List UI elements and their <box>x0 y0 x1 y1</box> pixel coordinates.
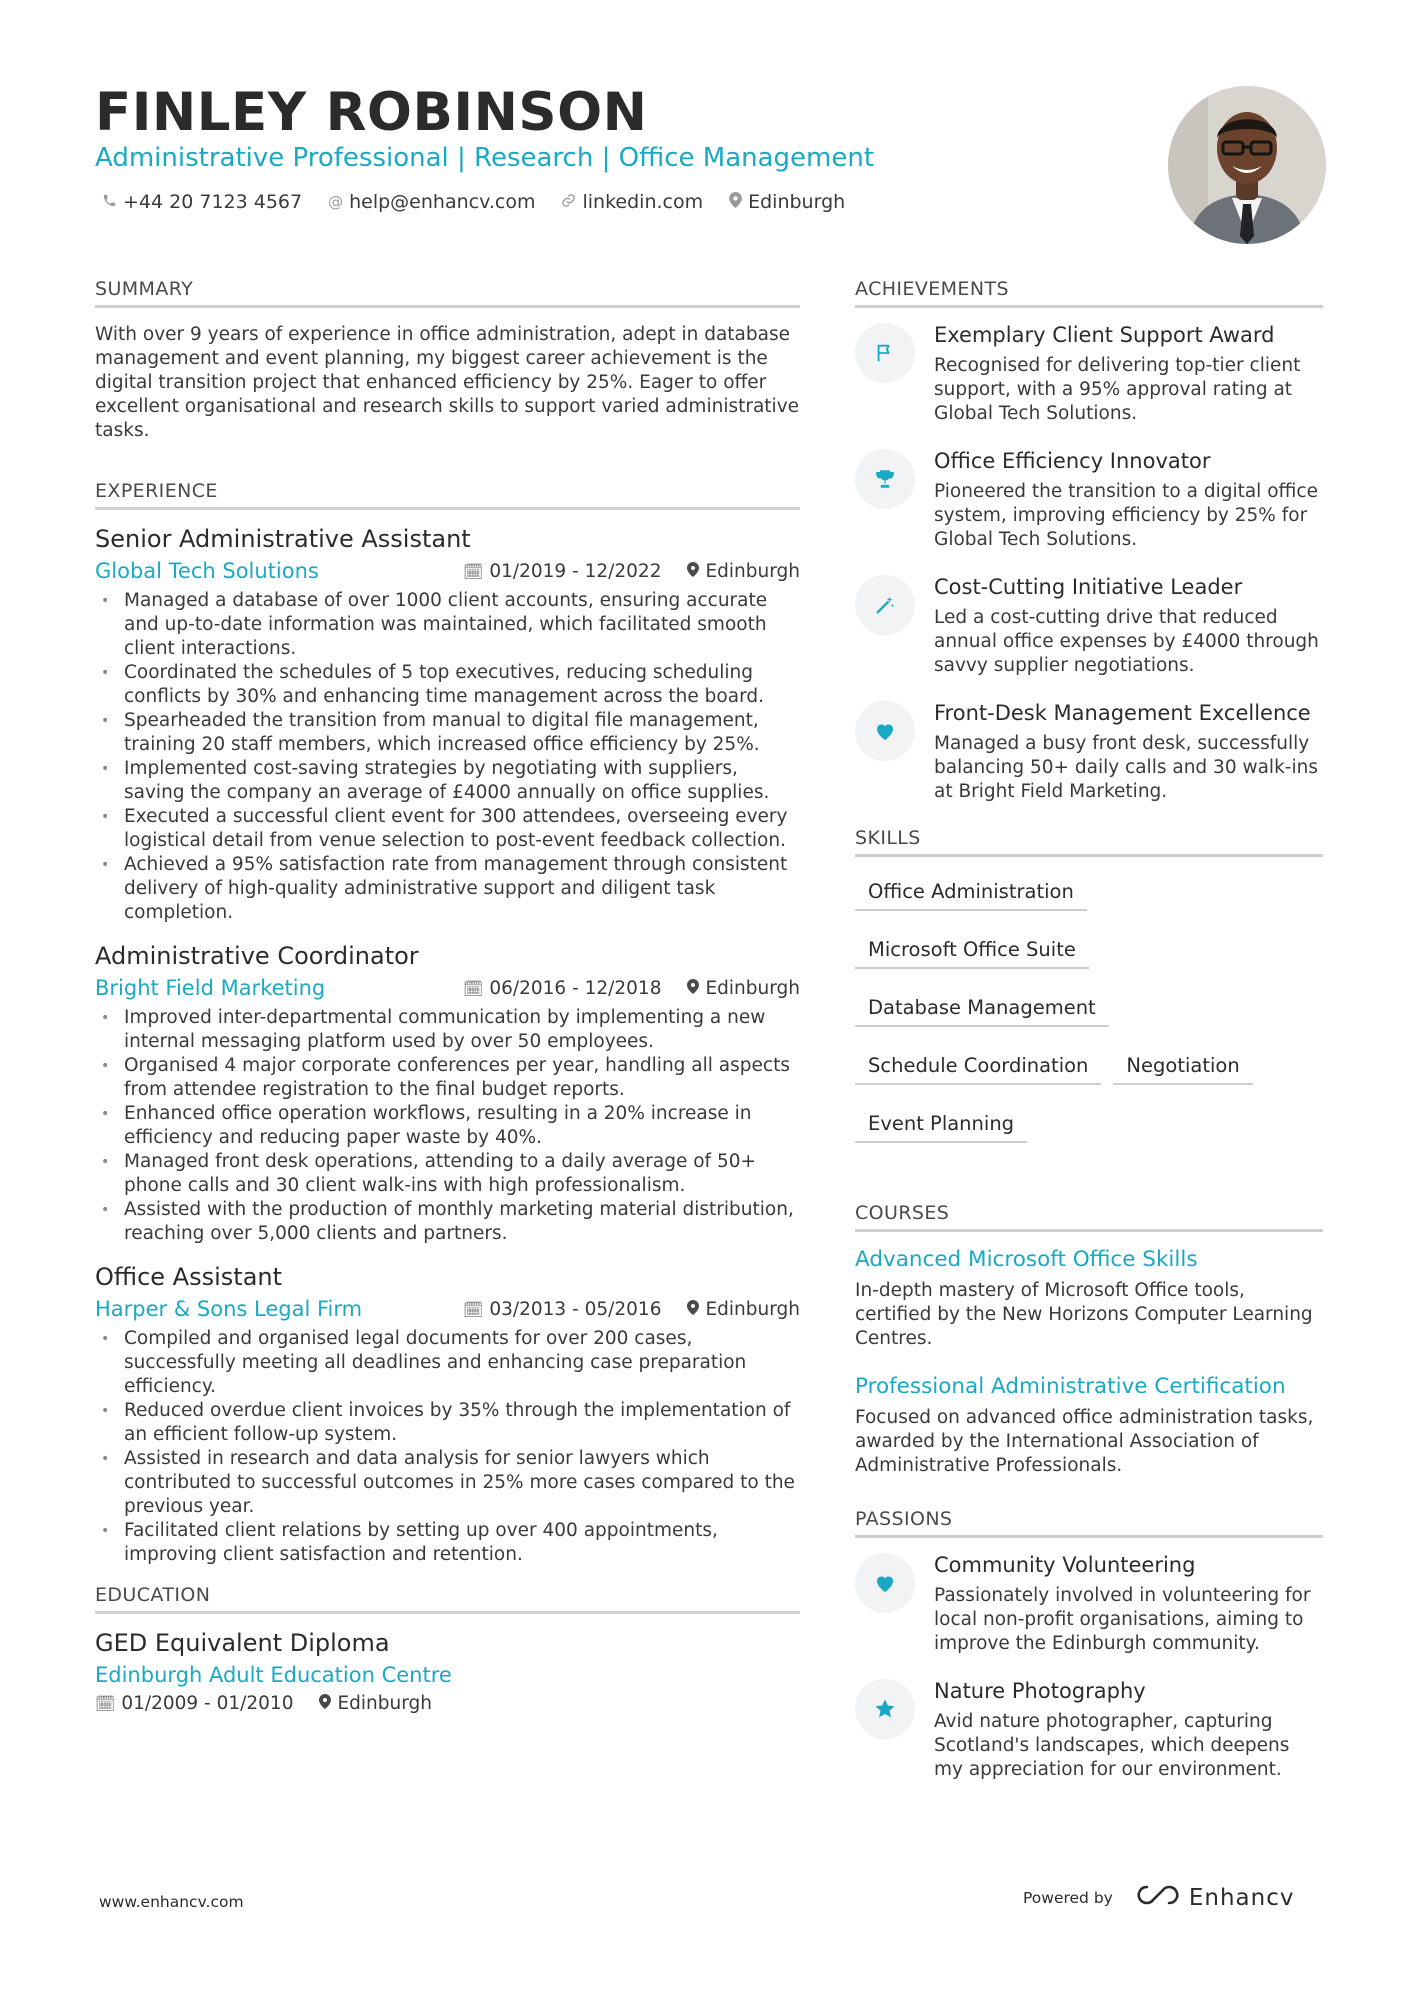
skill-tag: Schedule Coordination <box>855 1046 1101 1085</box>
job-bullets <box>95 1327 800 1567</box>
education-degree: GED Equivalent Diploma <box>95 1629 390 1657</box>
left-column <box>95 278 800 1714</box>
education-school: Edinburgh Adult Education Centre <box>95 1663 452 1687</box>
job-company: Global Tech Solutions <box>95 559 319 583</box>
skill-tag: Negotiation <box>1113 1046 1252 1085</box>
summary-text: With over 9 years of experience in office administration, adept in database management and event planning, my biggest career achievement is the digital transition project that enhanced efficiency by 25%. Eager to offer excellent organisational and research skills to support varied administrative tasks. <box>95 324 800 441</box>
job-dates <box>463 561 661 582</box>
education-heading: EDUCATION <box>95 1584 800 1614</box>
job-bullet: • Achieved a 95% satisfaction rate from management through consistent delivery of high-quality administrative support and diligent task completion. <box>95 853 800 925</box>
contact-email-text: help@enhancv.com <box>349 191 536 213</box>
infinity-logo-icon <box>1135 1883 1181 1913</box>
skill-tag: Office Administration <box>855 872 1087 911</box>
education-location-text: Edinburgh <box>337 1693 432 1714</box>
job-dates <box>463 978 661 999</box>
course-desc: In-depth mastery of Microsoft Office tools, certified by the New Horizons Computer Learning Centres. <box>855 1280 1313 1349</box>
courses-heading: COURSES <box>855 1202 1323 1232</box>
job-bullet: • Facilitated client relations by setting up over 400 appointments, improving client satisfaction and retention. <box>95 1519 800 1567</box>
job-location <box>687 1299 800 1320</box>
passions-item <box>855 1553 1323 1656</box>
job-dates-text: 06/2016 - 12/2018 <box>489 977 662 999</box>
avatar <box>1168 86 1326 244</box>
achievements-item <box>855 449 1323 552</box>
passions-item-body <box>934 1553 1323 1656</box>
job-row <box>95 976 800 1000</box>
map-pin-icon <box>319 1693 331 1714</box>
job-row <box>95 559 800 583</box>
job-meta <box>463 1299 800 1320</box>
job-title: Senior Administrative Assistant <box>95 525 471 553</box>
job-entry <box>95 525 800 925</box>
passions-heading: PASSIONS <box>855 1508 1323 1538</box>
experience-heading: EXPERIENCE <box>95 480 800 510</box>
calendar-icon: 🗓 <box>95 1694 116 1713</box>
job-bullet: • Improved inter-departmental communication by implementing a new internal messaging platform used by over 50 employees. <box>95 1006 800 1054</box>
calendar-icon: 🗓 <box>463 1299 484 1319</box>
job-bullet: • Reduced overdue client invoices by 35% through the implementation of an efficient follow-up system. <box>95 1399 800 1447</box>
education-location <box>319 1693 432 1714</box>
skill-tag: Event Planning <box>855 1104 1027 1143</box>
job-location-text: Edinburgh <box>705 977 800 999</box>
education-entry <box>95 1629 800 1714</box>
job-bullet: • Assisted with the production of monthly marketing material distribution, reaching over 5,000 clients and partners. <box>95 1198 800 1246</box>
job-bullets <box>95 1006 800 1246</box>
job-entry <box>95 1263 800 1567</box>
contact-bar <box>102 191 845 213</box>
candidate-name: FINLEY ROBINSON <box>95 82 648 143</box>
job-bullet: • Implemented cost-saving strategies by negotiating with suppliers, saving the company an average of £4000 annually on office supplies. <box>95 757 800 805</box>
achievements-item <box>855 575 1323 678</box>
achievements-item <box>855 323 1323 426</box>
brand-name: Enhancv <box>1188 1885 1295 1911</box>
heart-icon <box>855 701 915 761</box>
job-title: Office Assistant <box>95 1263 283 1291</box>
achievements-item-title: Front-Desk Management Excellence <box>934 701 1311 725</box>
contact-linkedin[interactable] <box>561 191 703 213</box>
passions-list <box>855 1553 1323 1782</box>
footer-brand <box>1023 1883 1294 1913</box>
job-title: Administrative Coordinator <box>95 942 419 970</box>
course-title: Professional Administrative Certification <box>855 1374 1286 1399</box>
education-meta <box>95 1693 800 1714</box>
achievements-list <box>855 323 1323 804</box>
link-icon <box>561 193 576 212</box>
footer-website[interactable]: www.enhancv.com <box>99 1893 244 1911</box>
achievements-item-body <box>934 449 1323 552</box>
achievements-item-title: Office Efficiency Innovator <box>934 449 1211 473</box>
map-pin-icon <box>687 562 699 581</box>
at-icon: @ <box>328 193 344 211</box>
job-dates-text: 01/2019 - 12/2022 <box>489 560 662 582</box>
contact-location-text: Edinburgh <box>748 191 846 213</box>
job-dates-text: 03/2013 - 05/2016 <box>489 1298 662 1320</box>
passions-item-desc: Avid nature photographer, capturing Scotland's landscapes, which deepens my appreciation for our environment. <box>934 1711 1290 1780</box>
courses-list <box>855 1247 1323 1478</box>
contact-phone[interactable] <box>102 191 302 213</box>
achievements-item-desc: Managed a busy front desk, successfully balancing 50+ daily calls and 30 walk-ins at Bright Field Marketing. <box>934 733 1318 802</box>
star-icon <box>855 1679 915 1739</box>
passions-item-desc: Passionately involved in volunteering for local non-profit organisations, aiming to improve the Edinburgh community. <box>934 1585 1311 1654</box>
job-bullet: • Organised 4 major corporate conferences per year, handling all aspects from attendee registration to the final budget reports. <box>95 1054 800 1102</box>
job-bullet: • Executed a successful client event for 300 attendees, overseeing every logistical detail from venue selection to post-event feedback collection. <box>95 805 800 853</box>
job-company: Bright Field Marketing <box>95 976 326 1000</box>
skill-tag: Microsoft Office Suite <box>855 930 1089 969</box>
achievements-item-desc: Pioneered the transition to a digital office system, improving efficiency by 25% for Global Tech Solutions. <box>934 481 1318 550</box>
achievements-item <box>855 701 1323 804</box>
education-dates-text: 01/2009 - 01/2010 <box>121 1693 294 1714</box>
job-bullet: • Coordinated the schedules of 5 top executives, reducing scheduling conflicts by 30% and enhancing time management across the board. <box>95 661 800 709</box>
brand-logo[interactable] <box>1135 1883 1295 1913</box>
job-bullet: • Managed a database of over 1000 client accounts, ensuring accurate and up-to-date information was maintained, which facilitated smooth client interactions. <box>95 589 800 661</box>
right-column <box>855 278 1323 1805</box>
calendar-icon: 🗓 <box>463 978 484 998</box>
skill-tag: Database Management <box>855 988 1109 1027</box>
achievements-heading: ACHIEVEMENTS <box>855 278 1323 308</box>
flag-icon <box>855 323 915 383</box>
achievements-item-title: Exemplary Client Support Award <box>934 323 1275 347</box>
passions-item-body <box>934 1679 1323 1782</box>
map-pin-icon <box>729 192 742 212</box>
job-bullet: • Managed front desk operations, attending to a daily average of 50+ phone calls and 30 client walk-ins with high professionalism. <box>95 1150 800 1198</box>
passions-item-title: Community Volunteering <box>934 1553 1196 1577</box>
job-meta <box>463 561 800 582</box>
achievements-item-title: Cost-Cutting Initiative Leader <box>934 575 1243 599</box>
job-bullet: • Assisted in research and data analysis for senior lawyers which contributed to successful outcomes in 25% more cases compared to the previous year. <box>95 1447 800 1519</box>
summary-heading: SUMMARY <box>95 278 800 308</box>
phone-icon <box>102 193 117 212</box>
job-location-text: Edinburgh <box>705 1298 800 1320</box>
job-entry <box>95 942 800 1246</box>
job-dates <box>463 1299 661 1320</box>
job-location <box>687 978 800 999</box>
course-title: Advanced Microsoft Office Skills <box>855 1247 1198 1272</box>
job-company: Harper & Sons Legal Firm <box>95 1297 363 1321</box>
achievements-item-body <box>934 575 1323 678</box>
contact-location <box>729 191 845 213</box>
job-row <box>95 1297 800 1321</box>
map-pin-icon <box>687 979 699 998</box>
education-dates <box>95 1693 293 1714</box>
job-location-text: Edinburgh <box>705 560 800 582</box>
contact-linkedin-text: linkedin.com <box>582 191 704 213</box>
experience-list <box>95 525 800 1567</box>
job-bullets <box>95 589 800 925</box>
course-desc: Focused on advanced office administration tasks, awarded by the International Association of Administrative Professionals. <box>855 1407 1314 1476</box>
candidate-title: Administrative Professional | Research | Office Management <box>95 143 875 173</box>
course-item <box>855 1247 1323 1351</box>
calendar-icon: 🗓 <box>463 561 484 581</box>
job-location <box>687 561 800 582</box>
contact-email[interactable] <box>328 191 535 213</box>
powered-by-label: Powered by <box>1023 1889 1113 1907</box>
contact-phone-text: +44 20 7123 4567 <box>123 191 303 213</box>
achievements-item-desc: Recognised for delivering top-tier client support, with a 95% approval rating at Global Tech Solutions. <box>934 355 1301 424</box>
achievements-item-body <box>934 701 1323 804</box>
heart-icon <box>855 1553 915 1613</box>
magic-wand-icon <box>855 575 915 635</box>
map-pin-icon <box>687 1300 699 1319</box>
skills-list <box>855 872 1323 1162</box>
job-bullet: • Enhanced office operation workflows, resulting in a 20% increase in efficiency and reducing paper waste by 40%. <box>95 1102 800 1150</box>
job-bullet: • Compiled and organised legal documents for over 200 cases, successfully meeting all deadlines and enhancing case preparation efficiency. <box>95 1327 800 1399</box>
passions-item-title: Nature Photography <box>934 1679 1146 1703</box>
skills-heading: SKILLS <box>855 827 1323 857</box>
job-meta <box>463 978 800 999</box>
achievements-item-desc: Led a cost-cutting drive that reduced annual office expenses by £4000 through savvy supplier negotiations. <box>934 607 1319 676</box>
trophy-icon <box>855 449 915 509</box>
passions-item <box>855 1679 1323 1782</box>
job-bullet: • Spearheaded the transition from manual to digital file management, training 20 staff members, which increased office efficiency by 25%. <box>95 709 800 757</box>
course-item <box>855 1374 1323 1478</box>
achievements-item-body <box>934 323 1323 426</box>
